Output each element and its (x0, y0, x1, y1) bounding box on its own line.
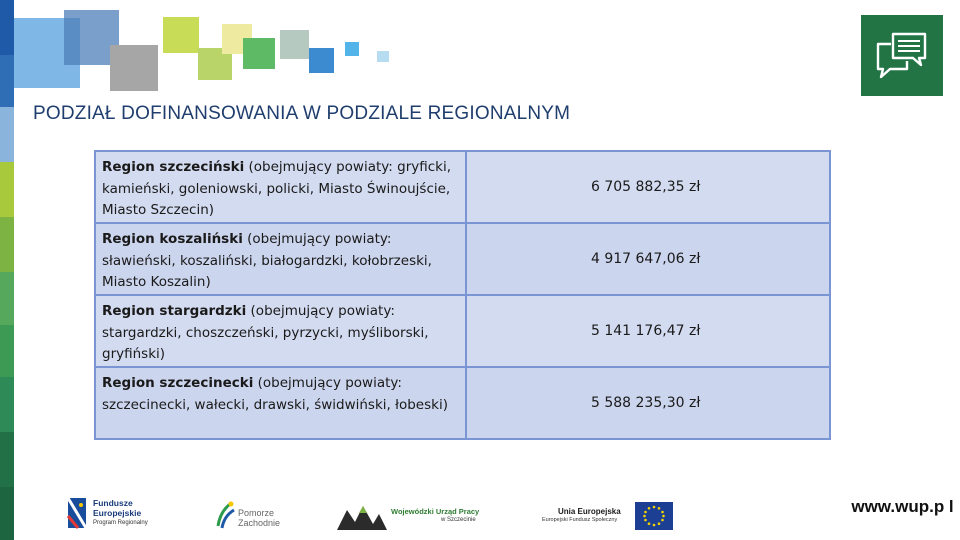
eu-flag-icon (635, 502, 673, 530)
decor-square (309, 48, 334, 73)
unia-europejska-logo (540, 500, 675, 532)
wup-line2: w Szczecinie (441, 517, 476, 523)
fe-line3: Program Regionalny (93, 520, 148, 526)
pz-line1: Pomorze (238, 508, 275, 518)
amount-cell: 5 588 235,30 zł (591, 395, 701, 411)
region-cell (96, 368, 467, 438)
decor-square (243, 38, 275, 69)
region-description: (obejmujący powiaty: stargardzki, choszczeński, pyrzycki, myśliborski, gryfiński) (102, 303, 429, 362)
table-row (96, 152, 829, 224)
pomorze-zachodnie-logo (214, 500, 284, 532)
region-description: (obejmujący powiaty: sławieński, koszaliński, białogardzki, kołobrzeski, Miasto Koszalin) (102, 231, 432, 290)
amount-cell: 5 141 176,47 zł (591, 323, 701, 339)
fe-line1: Fundusze (93, 498, 133, 508)
ue-line1: Unia Europejska (558, 507, 621, 516)
region-name: Region szczeciński (102, 159, 245, 175)
region-cell (96, 152, 467, 222)
decor-square (345, 42, 359, 56)
table-row (96, 368, 829, 440)
decor-square (163, 17, 199, 53)
regional-funding-table (94, 150, 831, 440)
wup-line1: Wojewódzki Urząd Pracy (391, 507, 480, 516)
decor-square (377, 51, 389, 62)
table-row (96, 296, 829, 368)
amount-cell: 6 705 882,35 zł (591, 179, 701, 195)
table-row (96, 224, 829, 296)
pz-emblem-icon (214, 500, 236, 530)
amount-cell: 4 917 647,06 zł (591, 251, 701, 267)
decor-square (110, 45, 158, 91)
pz-line2: Zachodnie (238, 518, 281, 528)
region-name: Region szczecinecki (102, 375, 254, 391)
region-name: Region koszaliński (102, 231, 243, 247)
chat-bubbles-icon (875, 31, 929, 79)
fe-line2: Europejskie (93, 508, 142, 518)
wup-logo (337, 500, 482, 532)
ue-line2: Europejski Fundusz Społeczny (542, 517, 618, 523)
region-description: (obejmujący powiaty: szczecinecki, wałecki, drawski, świdwiński, łobeski) (102, 375, 448, 413)
website-link[interactable]: www.wup.p l (845, 496, 960, 540)
region-cell (96, 296, 467, 366)
fe-flag-icon (66, 496, 88, 530)
left-color-strip (0, 0, 14, 540)
decor-square (280, 30, 309, 59)
region-description: (obejmujący powiaty: gryficki, kamieński, goleniowski, policki, Miasto Świnoujście, Miasto Szczecin) (102, 159, 452, 218)
region-name: Region stargardzki (102, 303, 247, 319)
region-cell (96, 224, 467, 294)
wup-mountains-icon (337, 502, 387, 530)
chat-icon-box (861, 15, 943, 96)
page-title: PODZIAŁ DOFINANSOWANIA W PODZIALE REGIONALNYM (33, 103, 571, 124)
fundusze-europejskie-logo (66, 496, 161, 532)
